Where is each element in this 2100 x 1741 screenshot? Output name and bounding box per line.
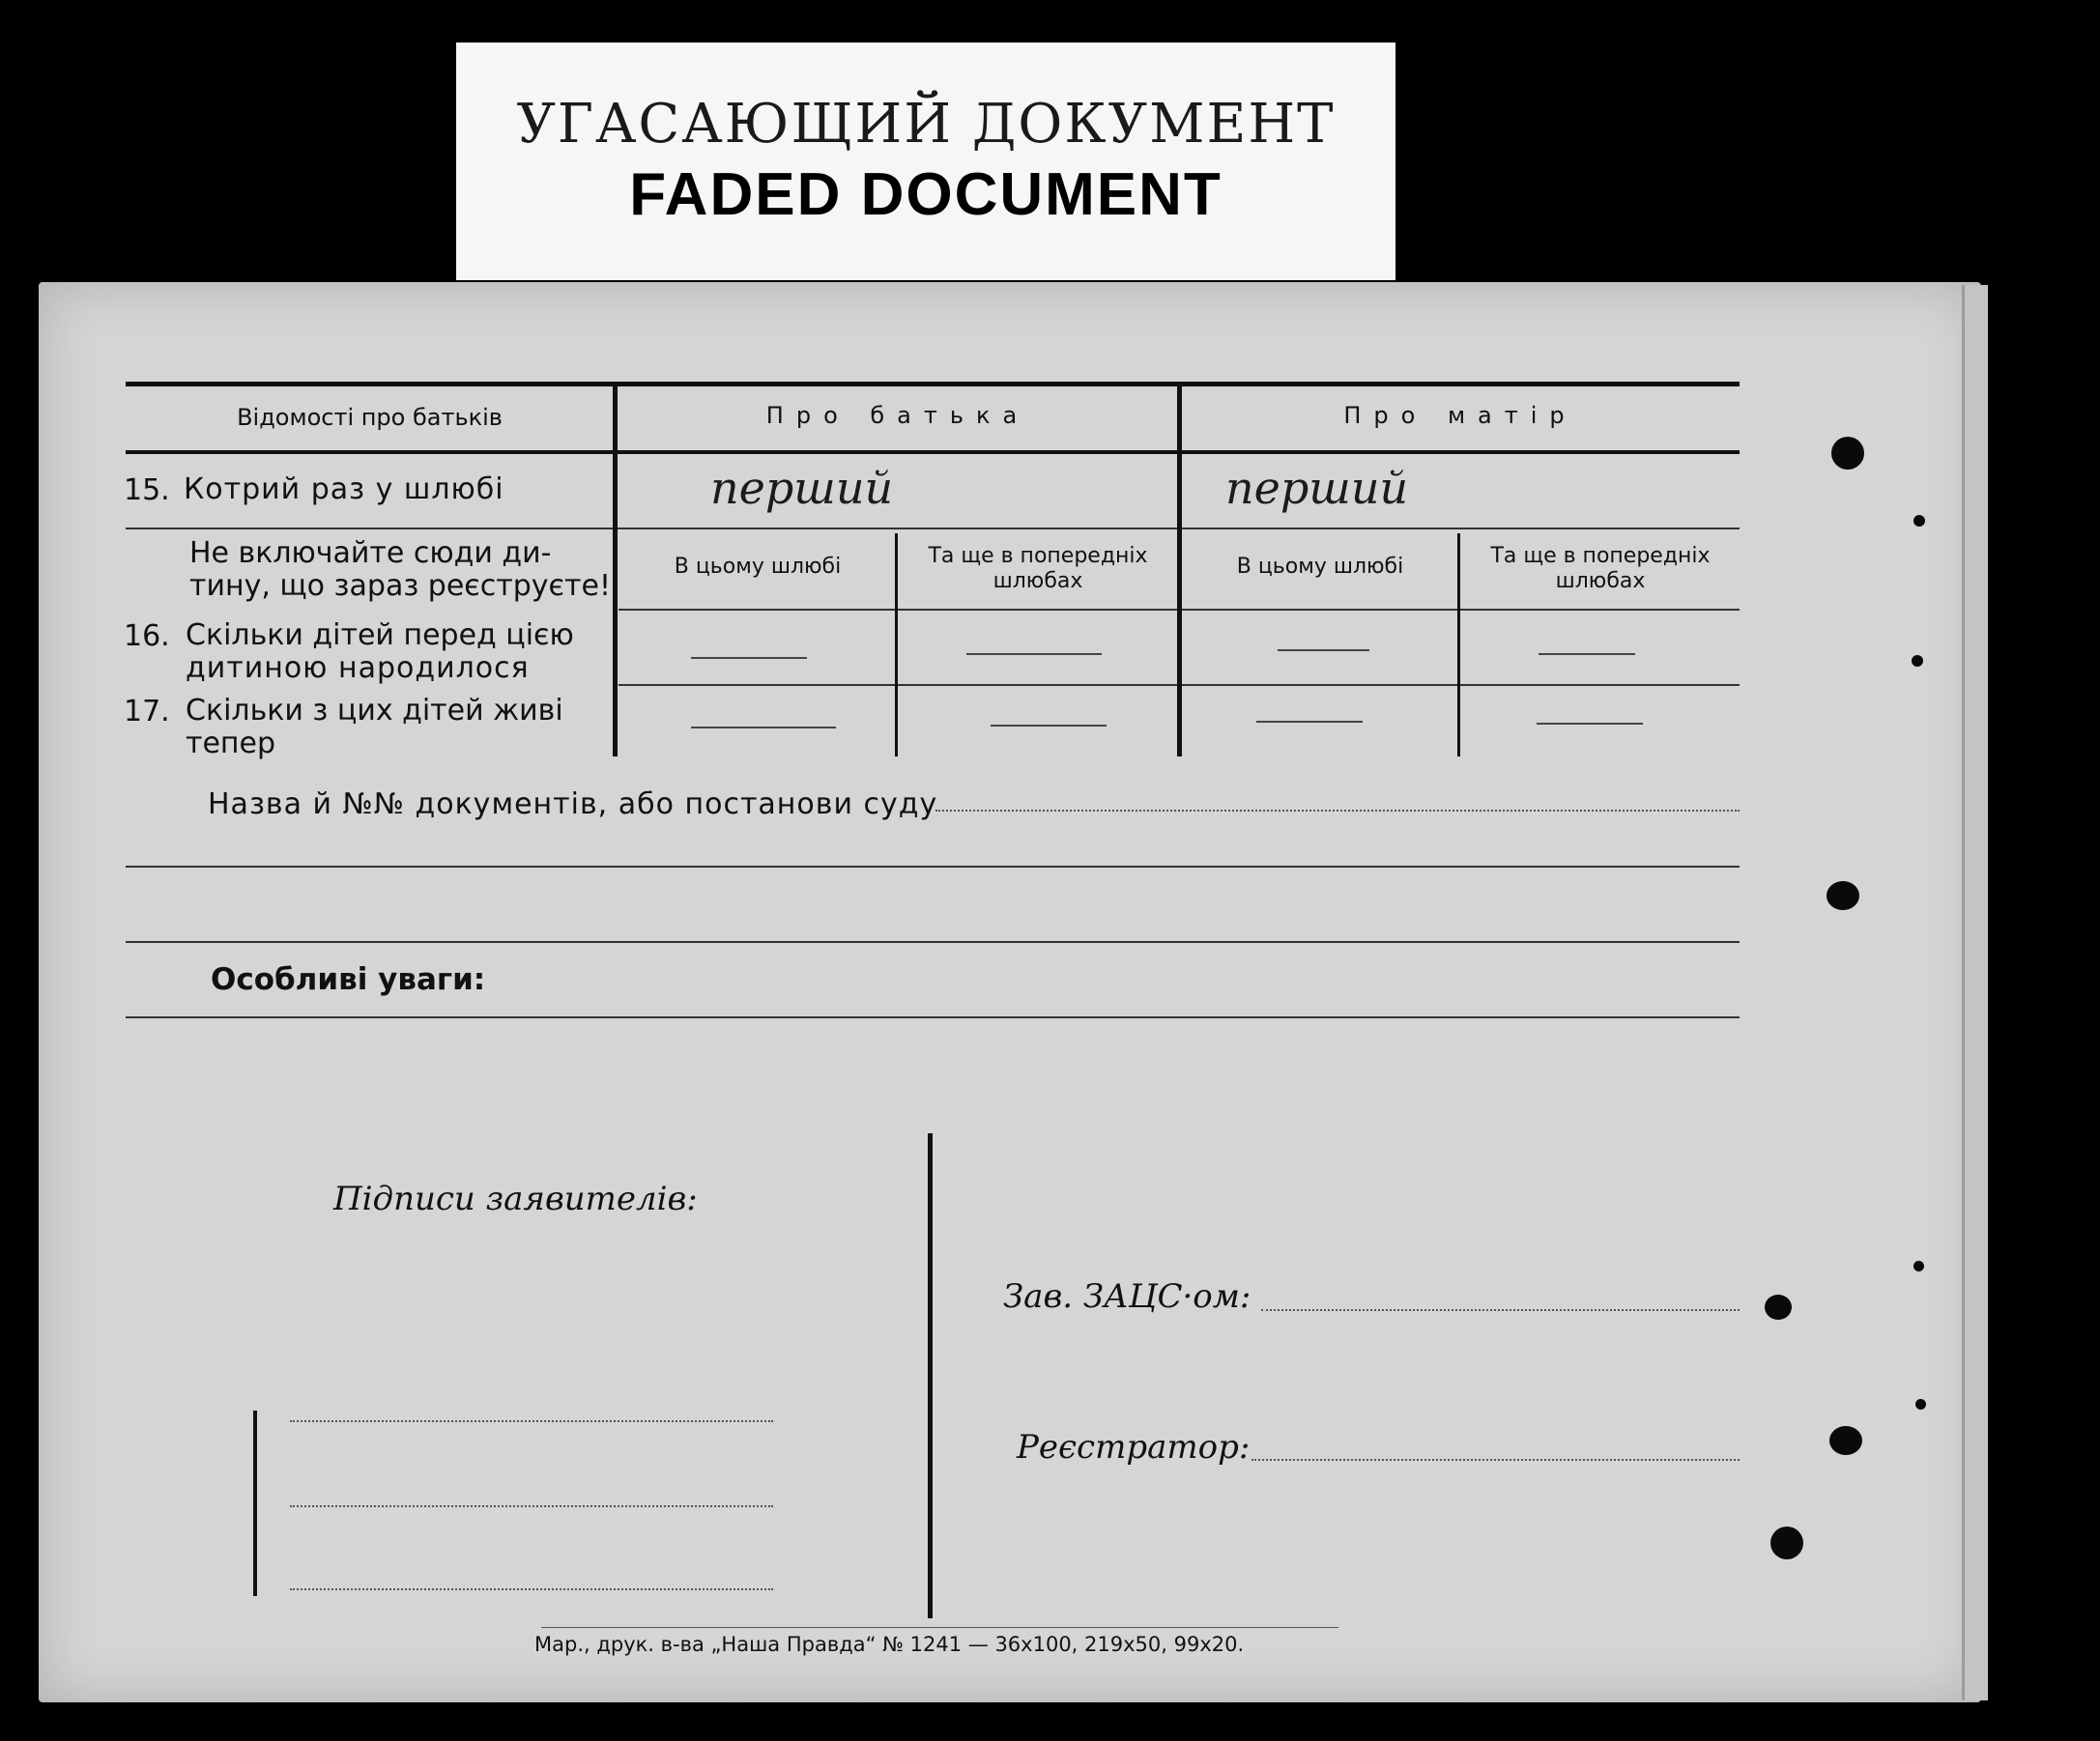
header-parents-info: Відомості про батьків	[237, 404, 503, 431]
signature-line	[290, 1505, 773, 1507]
mother-marriage-answer: перший	[1225, 462, 1409, 514]
signature-line	[290, 1588, 773, 1590]
question-15-text: Котрий раз у шлюбі	[184, 472, 504, 506]
note-line-1: Не включайте сюди ди-	[189, 536, 552, 570]
table-top-rule	[126, 382, 1740, 386]
punch-hole	[1827, 881, 1859, 910]
answer-dash	[691, 727, 836, 728]
punch-hole	[1765, 1295, 1792, 1320]
applicants-signatures-label: Підписи заявителів:	[333, 1180, 698, 1218]
documents-label: Назва й №№ документів, або постанови суду	[208, 787, 938, 821]
header-bottom-rule	[126, 450, 1740, 454]
sheet-edge	[1962, 285, 1988, 1700]
mother-previous-header-line1: Та ще в попередніх	[1490, 544, 1711, 568]
question-17-line2: тепер	[186, 727, 276, 760]
question-number-15: 15.	[124, 473, 170, 507]
signature-divider	[928, 1133, 933, 1618]
registry-head-label: Зав. ЗАЦС·ом:	[1003, 1277, 1251, 1316]
documents-line-2	[126, 866, 1740, 868]
documents-line-3	[126, 941, 1740, 943]
column-divider	[895, 533, 898, 756]
registry-head-signature-line	[1261, 1309, 1740, 1311]
mother-this-marriage-header: В цьому шлюбі	[1236, 555, 1404, 579]
question-number-16: 16.	[124, 619, 170, 653]
note-line-2: тину, що зараз реєструєте!	[189, 569, 611, 603]
punch-hole	[1912, 655, 1923, 667]
label-russian: УГАСАЮЩИЙ ДОКУМЕНТ	[516, 93, 1336, 156]
father-previous-header-line1: Та ще в попередніх	[928, 544, 1148, 568]
signature-bracket	[253, 1411, 257, 1596]
header-mother: Про матір	[1343, 402, 1577, 429]
signature-line	[290, 1420, 773, 1422]
answer-dash	[1256, 721, 1363, 723]
punch-hole	[1913, 1261, 1924, 1271]
punch-hole	[1913, 515, 1925, 527]
column-divider	[1177, 384, 1182, 756]
punch-hole	[1829, 1426, 1862, 1455]
question-number-17: 17.	[124, 695, 170, 728]
answer-dash	[1278, 649, 1369, 651]
column-divider	[1457, 533, 1460, 756]
label-english: FADED DOCUMENT	[629, 161, 1223, 228]
faded-document-label	[456, 43, 1395, 280]
punch-hole	[1770, 1527, 1803, 1559]
answer-dash	[966, 653, 1102, 655]
punch-hole	[1915, 1399, 1926, 1410]
question-17-line1: Скільки з цих дітей живі	[186, 694, 563, 728]
registrar-label: Реєстратор:	[1017, 1428, 1251, 1467]
printer-imprint: Мар., друк. в-ва „Наша Правда“ № 1241 — 36х100, 219х50, 99х20.	[534, 1633, 1245, 1656]
remarks-line	[126, 1016, 1740, 1018]
punch-hole	[1831, 437, 1864, 470]
answer-dash	[991, 725, 1107, 727]
remarks-label: Особливі уваги:	[211, 962, 486, 997]
answer-dash	[1539, 653, 1635, 655]
header-father: Про батька	[765, 402, 1030, 429]
column-divider	[613, 384, 618, 756]
question-16-line2: дитиною народилося	[186, 651, 530, 685]
documents-dotted-line	[935, 810, 1740, 812]
answer-dash	[1537, 723, 1643, 725]
answer-dash	[691, 657, 807, 659]
mother-previous-header-line2: шлюбах	[1555, 569, 1646, 593]
father-this-marriage-header: В цьому шлюбі	[674, 555, 842, 579]
father-marriage-answer: перший	[710, 462, 894, 514]
father-previous-header-line2: шлюбах	[992, 569, 1083, 593]
footer-rule	[541, 1627, 1338, 1628]
question-16-line1: Скільки дітей перед цією	[186, 618, 574, 652]
row-rule	[126, 528, 1740, 529]
registrar-signature-line	[1251, 1459, 1740, 1461]
